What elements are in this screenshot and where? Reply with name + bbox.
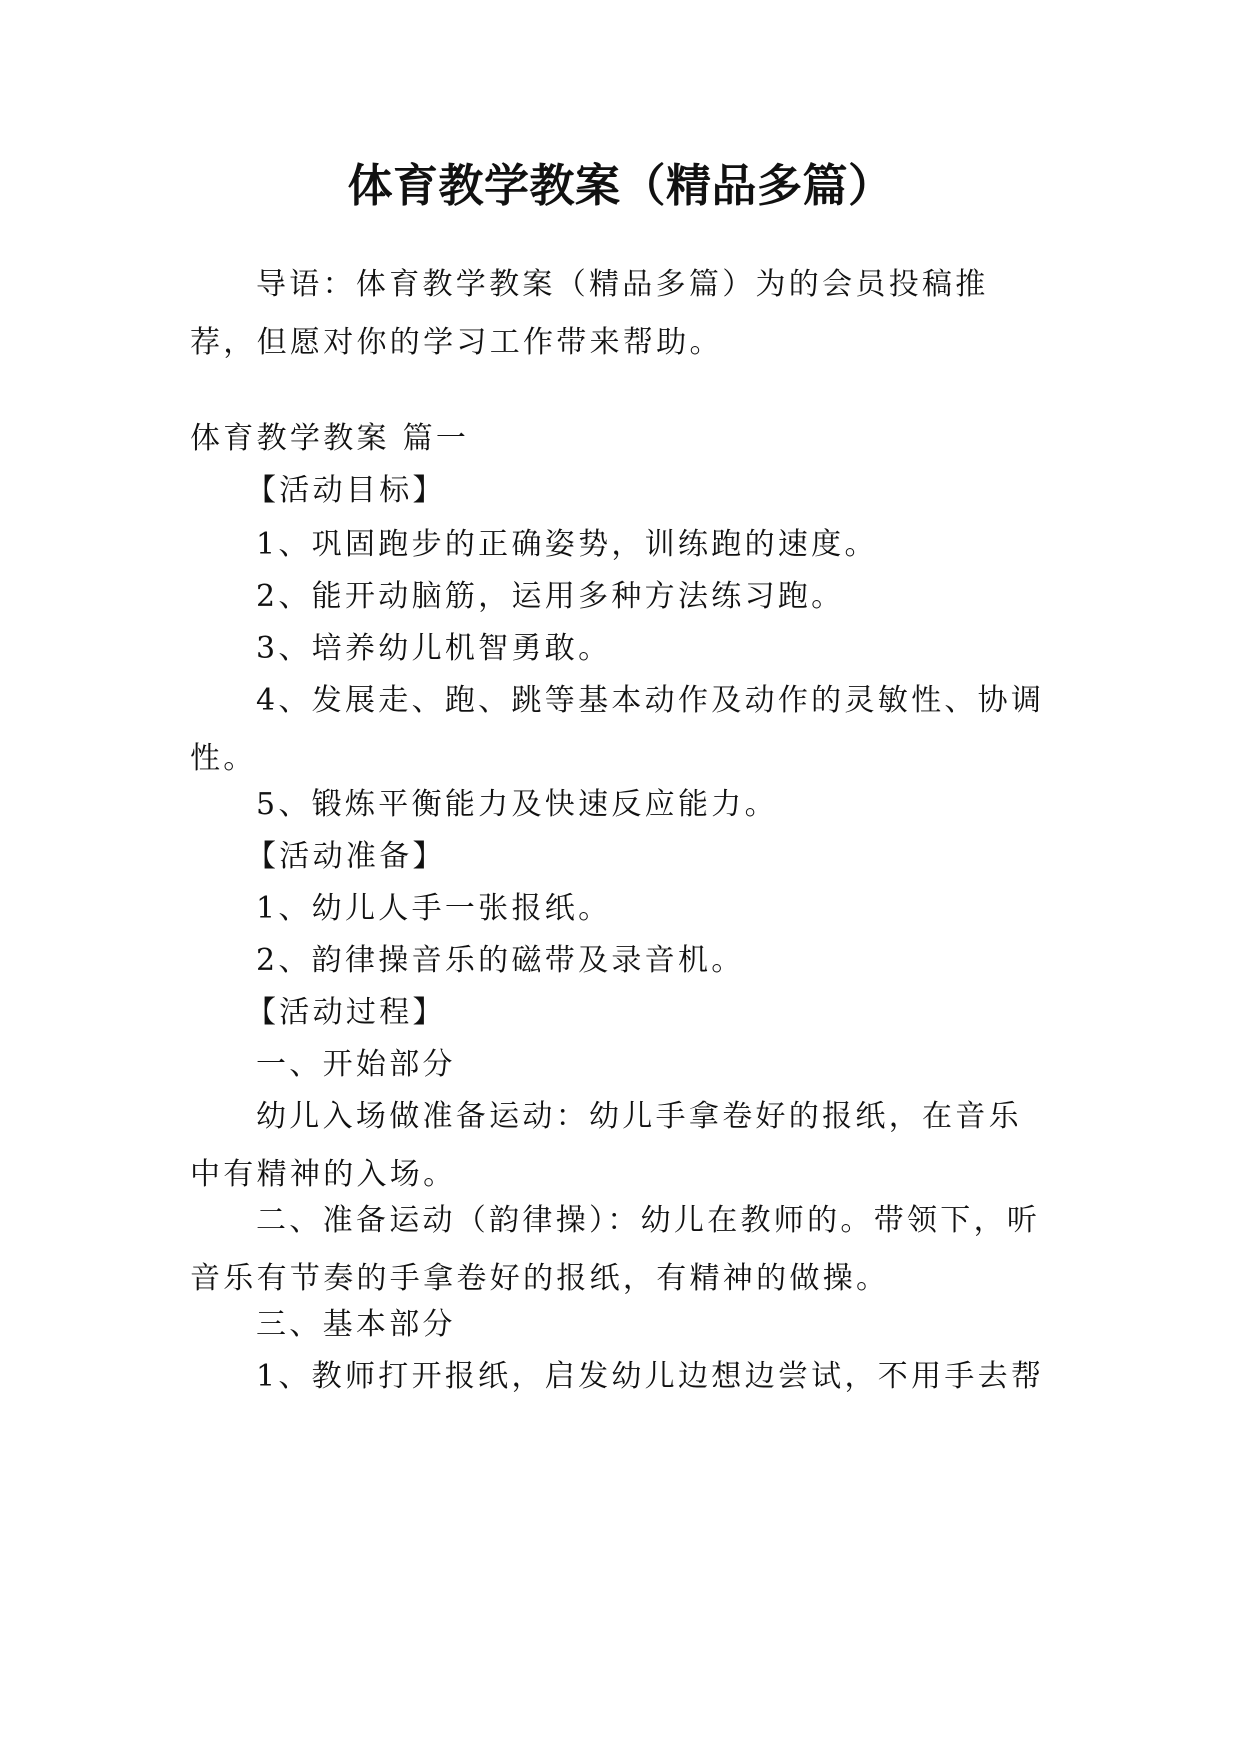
goal-item-2: 2、能开动脑筋，运用多种方法练习跑。 xyxy=(256,579,845,614)
goal-item-4: 4、发展走、跑、跳等基本动作及动作的灵敏性、协调性。 xyxy=(190,683,1045,776)
preparation-item-2: 2、韵律操音乐的磁带及录音机。 xyxy=(256,943,745,978)
part1-paragraph: 幼儿入场做准备运动：幼儿手拿卷好的报纸，在音乐中有精神的入场。 xyxy=(190,1099,1022,1192)
goal-item-3: 3、培养幼儿机智勇敢。 xyxy=(256,631,612,666)
process-heading: 【活动过程】 xyxy=(246,995,446,1030)
goal-item-5: 5、锻炼平衡能力及快速反应能力。 xyxy=(256,787,778,822)
document-title: 体育教学教案（精品多篇） xyxy=(347,159,894,212)
part2-paragraph: 二、准备运动（韵律操）：幼儿在教师的。带领下，听音乐有节奏的手拿卷好的报纸，有精神的做操。 xyxy=(190,1203,1041,1296)
section-title: 体育教学教案 篇一 xyxy=(190,421,470,456)
preparation-item-1: 1、幼儿人手一张报纸。 xyxy=(256,891,612,926)
part3-heading: 三、基本部分 xyxy=(256,1307,456,1342)
part1-heading: 一、开始部分 xyxy=(256,1047,456,1082)
goals-heading: 【活动目标】 xyxy=(246,473,446,508)
preparation-heading: 【活动准备】 xyxy=(246,839,446,874)
part3-item-1: 1、教师打开报纸，启发幼儿边想边尝试，不用手去帮 xyxy=(256,1359,1045,1394)
goal-item-1: 1、巩固跑步的正确姿势，训练跑的速度。 xyxy=(256,527,878,562)
intro-paragraph: 导语：体育教学教案（精品多篇）为的会员投稿推荐，但愿对你的学习工作带来帮助。 xyxy=(190,267,989,360)
